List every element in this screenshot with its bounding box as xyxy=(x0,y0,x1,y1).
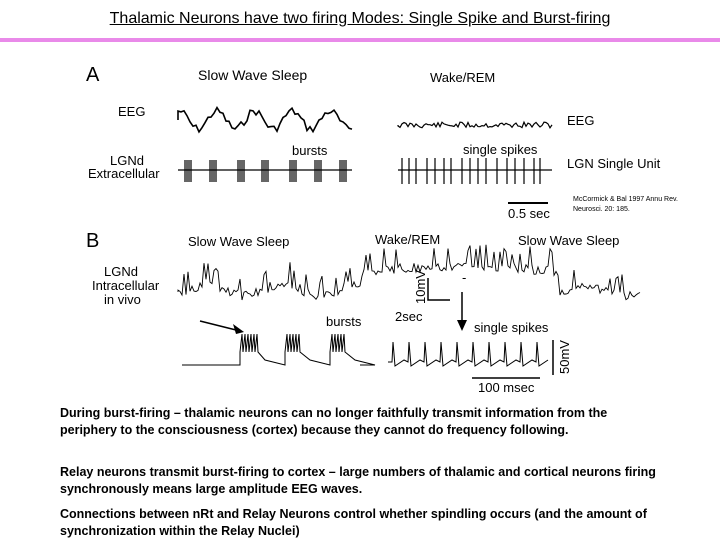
paragraph-relay-neurons: Relay neurons transmit burst-firing to cortex – large numbers of thalamic and cortical neurons firing synchronously means large amplitude EEG waves. xyxy=(60,465,656,496)
scale-100ms-label: 100 msec xyxy=(478,380,535,395)
paragraph-burst-firing: During burst-firing – thalamic neurons can no longer faithfully transmit information from the periphery to the consciousness (cortex) because they cannot do frequency following. xyxy=(60,406,608,437)
panel-a-single-spikes-label: single spikes xyxy=(463,142,538,157)
intracellular-trace xyxy=(178,245,640,300)
eeg-trace-wake xyxy=(398,122,552,128)
scale-50mv-label: 50mV xyxy=(557,340,572,374)
panel-a-wake-label: Wake/REM xyxy=(430,70,496,85)
panel-a-lgn-unit-label: LGN Single Unit xyxy=(567,156,661,171)
paragraph-nrt-connections: Connections between nRt and Relay Neurons control whether spindling occurs (and the amount of synchronization within the Relay Nuclei) xyxy=(60,507,647,538)
panel-b-wake-label: Wake/REM xyxy=(375,232,441,247)
panel-a-bursts-label: bursts xyxy=(292,143,328,158)
panel-b-sws-left-label: Slow Wave Sleep xyxy=(188,234,290,249)
burst-expanded-trace xyxy=(182,334,375,365)
panel-b-lgnd-label: LGNd xyxy=(104,264,138,279)
eeg-trace-sws xyxy=(178,108,352,132)
extracellular-burst-trace xyxy=(178,160,352,182)
single-spike-expanded-trace xyxy=(388,342,548,366)
extracellular-single-spike-trace xyxy=(398,158,552,184)
panel-b-letter: B xyxy=(86,230,100,252)
panel-b-in-vivo-label: in vivo xyxy=(104,292,141,307)
slide-title: Thalamic Neurons have two firing Modes: Single Spike and Burst-firing xyxy=(109,10,611,27)
citation: McCormick & Bal 1997 Annu Rev. Neurosci. 20: 185. xyxy=(573,196,678,213)
panel-a-eeg-label: EEG xyxy=(118,104,146,119)
panel-b-sws-right-label: Slow Wave Sleep xyxy=(518,233,620,248)
panel-a-sws-label: Slow Wave Sleep xyxy=(198,67,308,83)
burst-arrow-head xyxy=(233,324,244,334)
minus-mark: - xyxy=(462,270,467,285)
single-spike-arrow-head xyxy=(457,320,467,331)
scale-bar-10mv-2sec xyxy=(428,278,450,300)
panel-a-letter: A xyxy=(86,64,100,86)
panel-a-scale-label: 0.5 sec xyxy=(508,206,550,221)
panel-a-lgnd-label: LGNd xyxy=(110,153,144,168)
panel-a-extracellular-label: Extracellular xyxy=(88,166,160,181)
panel-a-eeg-right-label: EEG xyxy=(567,113,595,128)
scale-10mv-label: 10mV xyxy=(413,270,428,304)
scale-2sec-label: 2sec xyxy=(395,309,423,324)
panel-b-single-spikes-label: single spikes xyxy=(474,320,549,335)
panel-b-bursts-label: bursts xyxy=(326,314,362,329)
panel-b-intracellular-label: Intracellular xyxy=(92,278,160,293)
